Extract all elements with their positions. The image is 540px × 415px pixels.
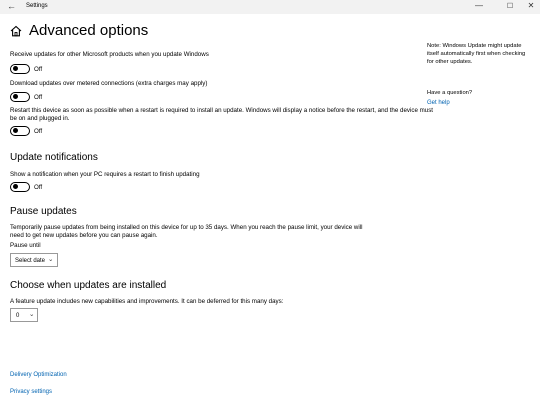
delivery-optimization-link[interactable]: Delivery Optimization (10, 372, 67, 378)
notifications-state: Off (34, 183, 43, 191)
other-products-label: Receive updates for other Microsoft products when you update Windows (10, 51, 209, 58)
minimize-button[interactable]: — (475, 1, 483, 10)
pause-desc-line2: need to get new updates before you can pause again. (10, 232, 158, 239)
notifications-toggle[interactable] (10, 182, 30, 192)
title-bar (0, 0, 540, 14)
maximize-button[interactable]: ☐ (506, 3, 514, 10)
defer-heading: Choose when updates are installed (10, 280, 167, 291)
defer-days-dropdown[interactable] (10, 308, 38, 322)
chevron-down-icon: ⌄ (29, 311, 35, 318)
toggle-knob (13, 66, 18, 71)
restart-state: Off (34, 127, 43, 135)
metered-label: Download updates over metered connections (extra charges may apply) (10, 80, 208, 87)
notifications-label: Show a notification when your PC requires a restart to finish updating (10, 171, 200, 178)
other-products-state: Off (34, 65, 43, 73)
window-title: Settings (26, 3, 48, 9)
privacy-settings-link[interactable]: Privacy settings (10, 389, 53, 395)
restart-label-line2: be on and plugged in. (10, 115, 70, 122)
page-title: Advanced options (29, 22, 149, 39)
notifications-heading: Update notifications (10, 152, 98, 163)
toggle-knob (13, 128, 18, 133)
restart-toggle[interactable] (10, 126, 30, 136)
note-line: for other updates. (427, 58, 473, 65)
pause-desc-line1: Temporarily pause updates from being installed on this device for up to 35 days. When you reach the pause limit, your device will (10, 224, 363, 231)
restart-label-line1: Restart this device as soon as possible when a restart is required to install an update. Windows will display a notice before the restart, and the device must (10, 107, 434, 114)
pause-heading: Pause updates (10, 206, 77, 217)
get-help-link[interactable]: Get help (427, 100, 450, 106)
defer-desc: A feature update includes new capabilities and improvements. It can be deferred for this many days: (10, 298, 284, 305)
sidebar-note (427, 43, 537, 66)
close-button[interactable]: ✕ (527, 1, 535, 10)
metered-toggle[interactable] (10, 92, 30, 102)
pause-date-dropdown[interactable] (10, 253, 58, 267)
pause-date-value: Select date (15, 257, 46, 264)
back-arrow-icon[interactable]: ← (7, 1, 16, 11)
toggle-knob (13, 94, 18, 99)
other-products-toggle[interactable] (10, 64, 30, 74)
metered-state: Off (34, 93, 43, 101)
note-line: itself automatically first when checking (427, 50, 526, 57)
defer-days-value: 0 (16, 312, 20, 319)
note-line: Note: Windows Update might update (427, 43, 522, 49)
chevron-down-icon: ⌄ (48, 256, 54, 263)
pause-until-label: Pause until (10, 242, 41, 249)
home-icon (10, 25, 22, 37)
sidebar-question: Have a question? (427, 90, 473, 96)
toggle-knob (13, 184, 18, 189)
